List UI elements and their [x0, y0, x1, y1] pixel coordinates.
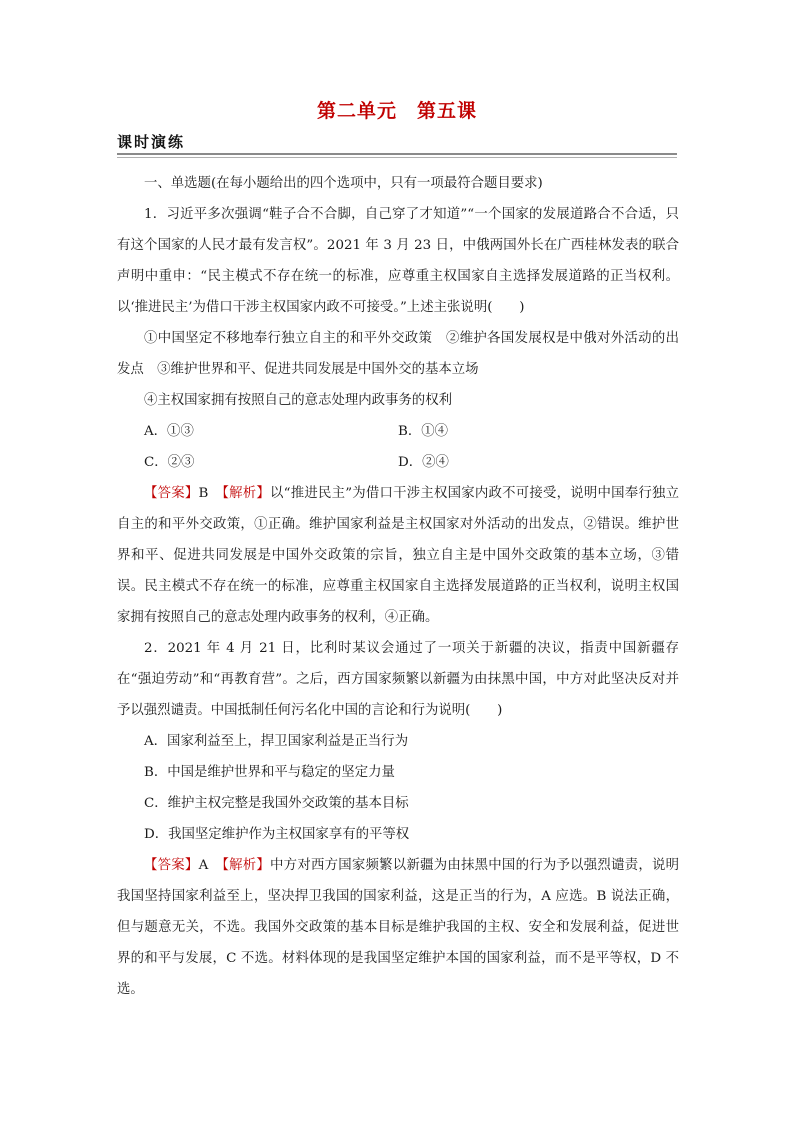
- option-d: D．我国坚定维护作为主权国家享有的平等权: [144, 827, 410, 842]
- section-heading: 课时演练: [117, 133, 186, 151]
- answer-label: 【答案】: [144, 486, 199, 501]
- option-d: D．②④: [398, 455, 449, 470]
- content: [117, 168, 679, 1005]
- option-a: A．①③: [144, 424, 194, 439]
- answer-block: [117, 478, 679, 633]
- question-statement: ④主权国家拥有按照自己的意志处理内政事务的权利: [144, 393, 452, 408]
- analysis-label: 【解析】: [222, 486, 270, 501]
- option-row: [117, 447, 679, 478]
- option-a: A．国家利益至上，捍卫国家利益是正当行为: [144, 734, 409, 749]
- answer-block: [117, 850, 679, 1005]
- answer-value: B: [198, 486, 209, 501]
- option-b: B．中国是维护世界和平与稳定的坚定力量: [144, 765, 395, 780]
- page-title: 第二单元 第五课: [316, 100, 477, 122]
- header-rule-thin: [117, 157, 677, 158]
- analysis-label: 【解析】: [222, 858, 271, 873]
- option-c: C．维护主权完整是我国外交政策的基本目标: [144, 796, 409, 811]
- analysis-text: 中方对西方国家频繁以新疆为由抹黑中国的行为予以强烈谴责，说明我国坚持国家利益至上，坚决捍卫我国的国家利益，这是正当的行为，A 应选。B 说法正确，但与题意无关，不选。我国外交政策的基本目标是维护我国的主权、安全和发展利益，促进世界的和平与发展，C 不选。材料体现的是我国坚定维护本国的国家利益，而不是平等权，D 不选。: [117, 858, 680, 997]
- question-stem: 1．习近平多次强调“鞋子合不合脚，自己穿了才知道”“一个国家的发展道路合不合适，只有这个国家的人民才最有发言权”。2021 年 3 月 23 日，中俄两国外长在广西桂林发表的联合声明中重申：“民主模式不存在统一的标准，应尊重主权国家自主选择发展道路的正当权利。以‘推进民主’为借口干涉主权国家内政不可接受。”上述主张说明( ): [117, 207, 679, 315]
- option-c: C．②③: [144, 455, 195, 470]
- option-row: [117, 416, 679, 447]
- question-statement: ①中国坚定不移地奉行独立自主的和平外交政策 ②维护各国发展权是中俄对外活动的出发点 ③维护世界和平、促进共同发展是中国外交的基本立场: [117, 331, 679, 377]
- header-rule: [117, 153, 677, 155]
- analysis-text: 以“推进民主”为借口干涉主权国家内政不可接受，说明中国奉行独立自主的和平外交政策，①正确。维护国家利益是主权国家对外活动的出发点，②错误。维护世界和平、促进共同发展是中国外交政策的宗旨，独立自主是中国外交政策的基本立场，③错误。民主模式不存在统一的标准，应尊重主权国家自主选择发展道路的正当权利，说明主权国家拥有按照自己的意志处理内政事务的权利，④正确。: [117, 486, 679, 625]
- answer-value: A: [198, 858, 209, 873]
- question-stem: 2．2021 年 4 月 21 日，比利时某议会通过了一项关于新疆的决议，指责中国新疆存在“强迫劳动”和“再教育营”。之后，西方国家频繁以新疆为由抹黑中国，中方对此坚决反对并予以强烈谴责。中国抵制任何污名化中国的言论和行为说明( ): [117, 641, 679, 718]
- option-b: B．①④: [398, 424, 449, 439]
- answer-label: 【答案】: [144, 858, 199, 873]
- instructions: 一、单选题(在每小题给出的四个选项中，只有一项最符合题目要求): [144, 176, 543, 191]
